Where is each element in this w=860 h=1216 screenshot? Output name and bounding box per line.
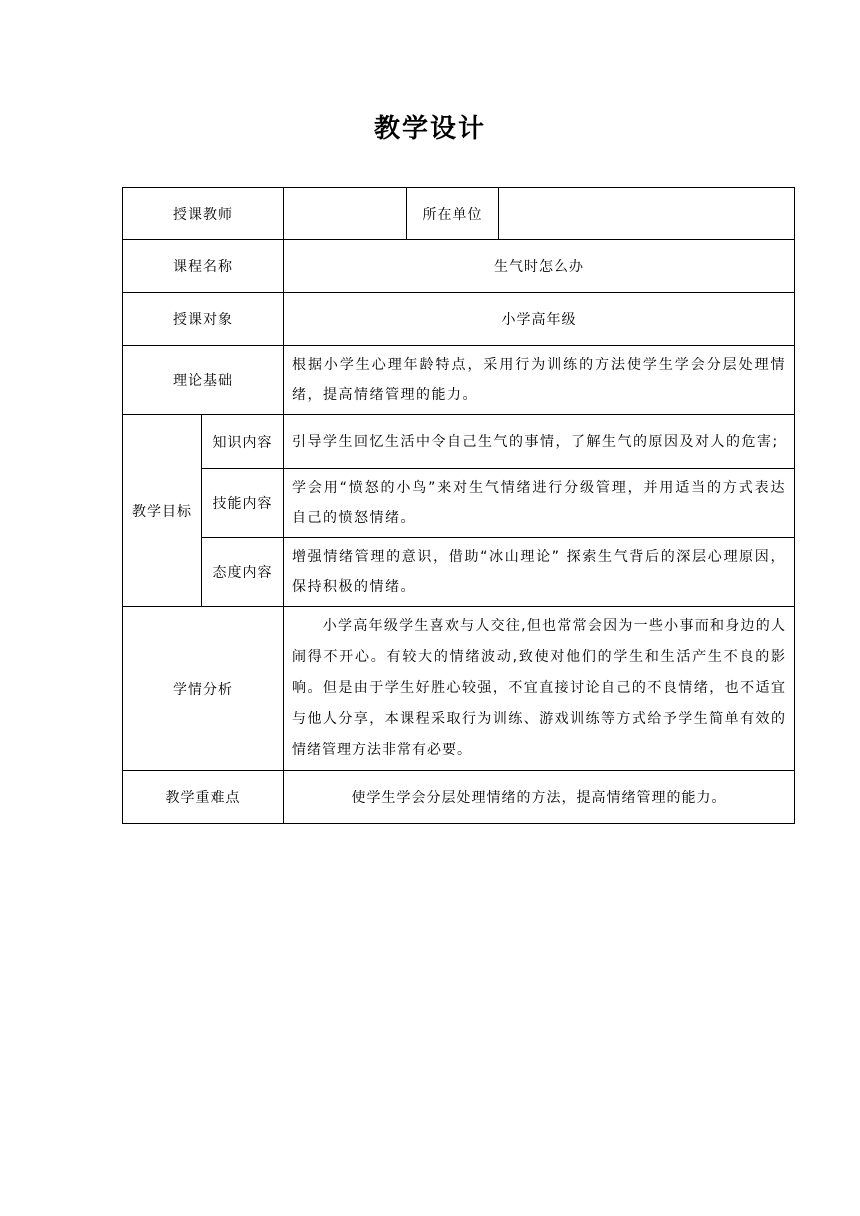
row-goal-attitude	[123, 538, 795, 607]
goal-label-attitude: 态度内容	[202, 538, 284, 607]
audience-value: 小学高年级	[284, 293, 795, 346]
goals-label: 教学目标	[123, 415, 202, 607]
lesson-plan-table	[122, 187, 795, 824]
goal-value-skill: 学会用“愤怒的小鸟”来对生气情绪进行分级管理，并用适当的方式表达自己的愤怒情绪。	[284, 469, 795, 538]
row-difficulty	[123, 771, 795, 824]
goal-label-knowledge: 知识内容	[202, 415, 284, 469]
theory-value: 根据小学生心理年龄特点，采用行为训练的方法使学生学会分层处理情绪，提高情绪管理的能力。	[284, 346, 795, 415]
row-theory	[123, 346, 795, 415]
row-goal-knowledge	[123, 415, 795, 469]
unit-value	[499, 188, 795, 240]
course-value: 生气时怎么办	[284, 240, 795, 293]
page-title: 教学设计	[373, 114, 486, 144]
row-teacher	[123, 188, 795, 240]
goal-value-attitude: 增强情绪管理的意识，借助“冰山理论” 探索生气背后的深层心理原因，保持积极的情绪。	[284, 538, 795, 607]
analysis-label: 学情分析	[123, 607, 284, 771]
audience-label: 授课对象	[123, 293, 284, 346]
row-course	[123, 240, 795, 293]
row-audience	[123, 293, 795, 346]
analysis-value: 小学高年级学生喜欢与人交往,但也常常会因为一些小事而和身边的人闹得不开心。有较大的情绪波动,致使对他们的学生和生活产生不良的影响。但是由于学生好胜心较强，不宜直接讨论自己的不良情绪，也不适宜与他人分享，本课程采取行为训练、游戏训练等方式给予学生简单有效的情绪管理方法非常有必要。	[284, 607, 795, 771]
teacher-value	[284, 188, 407, 240]
theory-label: 理论基础	[123, 346, 284, 415]
goal-value-knowledge: 引导学生回忆生活中令自己生气的事情，了解生气的原因及对人的危害;	[284, 415, 795, 469]
difficulty-label: 教学重难点	[123, 771, 284, 824]
course-label: 课程名称	[123, 240, 284, 293]
unit-label: 所在单位	[407, 188, 499, 240]
teacher-label: 授课教师	[123, 188, 284, 240]
row-analysis	[123, 607, 795, 771]
difficulty-value: 使学生学会分层处理情绪的方法，提高情绪管理的能力。	[284, 771, 795, 824]
row-goal-skill	[123, 469, 795, 538]
goal-label-skill: 技能内容	[202, 469, 284, 538]
